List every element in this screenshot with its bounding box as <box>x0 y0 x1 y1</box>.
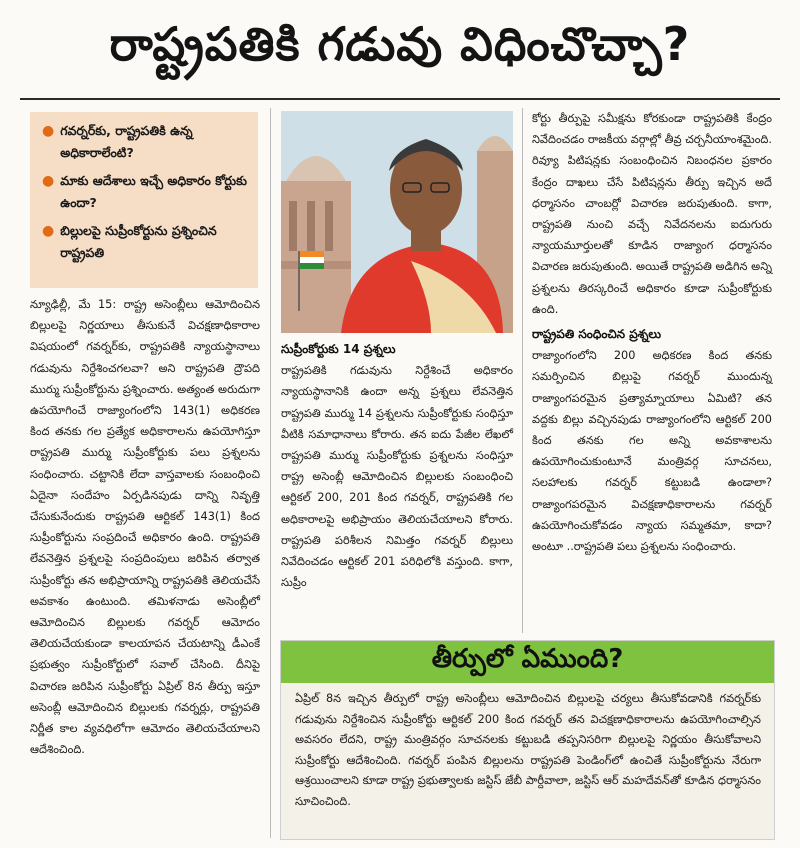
middle-subhead: సుప్రీంకోర్టుకు 14 ప్రశ్నలు <box>281 342 396 356</box>
bullet-icon: ● <box>42 123 55 139</box>
right-column-text-2: రాజ్యాంగంలోని 200 అధికరణ కింద తనకు సమర్పించిన బిల్లుపై గవర్నర్ ముందున్న రాజ్యాంగపరమైన ప్రత్యామ్నాయాలు ఏమిటి? తన వద్దకు బిల్లు వచ్చినపుడు రాజ్యాంగంలోని ఆర్టికల్ 200 కింద తనకు గల అన్ని అవకాశాలను ఉపయోగించుకుంటూనే మంత్రివర్గ సూచనలు, సలహాలకు గవర్నర్ కట్టుబడి ఉండాలా? రాజ్యాంగపరమైన విచక్షణాధికారాలను గవర్నర్ ఉపయోగించుకోవడం న్యాయ సమ్మతమా, కాదా? అంటూ ..రాష్ట్రపతి పలు ప్రశ్నలను సంధించారు. <box>532 349 772 554</box>
right-column-text: కోర్టు తీర్పుపై సమీక్షను కోరకుండా రాష్ట్రపతికి కేంద్రం నివేదించడం రాజకీయ వర్గాల్లో తీవ్ర చర్చనీయాంశమైంది. రివ్యూ పిటిషన్లకు సంబంధించిన నిబంధనల ప్రకారం కేంద్రం దాఖలు చేసే పిటిషన్లను తీర్పు ఇచ్చిన అదే ధర్మాసనం చాంబర్లో విచారణ జరుపుతుంది. కాగా, రాష్ట్రపతి నుంచి వచ్చే నివేదనలను ఐదుగురు న్యాయమూర్తులతో కూడిన రాజ్యాంగ ధర్మాసనం విచారణ జరుపుతుంది. అయితే రాష్ట్రపతి అడిగిన అన్ని ప్రశ్నలను తిరస్కరించే అధికారం కూడా సుప్రీంకోర్టుకు ఉంది. <box>532 112 772 316</box>
highlight-item <box>42 220 248 264</box>
verdict-box-text: ఏప్రిల్ 8న ఇచ్చిన తీర్పులో రాష్ట్ర అసెంబ్లీలు ఆమోదించిన బిల్లులపై చర్యలు తీసుకోవడానికి గవర్నర్‌కు గడువును నిర్దేశించిన సుప్రీంకోర్టు ఆర్టికల్ 200 కింద గవర్నర్ తన విచక్షణాధికారాలను ఉపయోగించాల్సిన అవసరం లేదని, రాష్ట్ర మంత్రివర్గం సూచనలకు కట్టుబడి తప్పనిసరిగా బిల్లులపై నిర్ణయం తీసుకోవాలని సుప్రీంకోర్టు ఆదేశించింది. గవర్నర్ పంపిన బిల్లులను రాష్ట్రపతి పెండింగ్‌లో ఉంచితే సుప్రీంకోర్టును నేరుగా ఆశ్రయించాలని కూడా రాష్ట్ర ప్రభుత్వాలకు జస్టిస్ జేబీ పార్దీవాలా, జస్టిస్ ఆర్ మహదేవన్‌తో కూడిన ధర్మాసనం సూచించింది. <box>295 692 761 808</box>
left-column-text: న్యూఢిల్లీ, మే 15: రాష్ట్ర అసెంబ్లీలు ఆమోదించిన బిల్లులపై నిర్ణయాలు తీసుకునే విచక్షణాధికారాల విషయంలో గవర్నర్‌కు, రాష్ట్రపతికి న్యాయస్థానాలు గడువును నిర్దేశించగలవా? అని రాష్ట్రపతి ద్రౌపది ముర్ము సుప్రీంకోర్టును ప్రశ్నించారు. అత్యంత అరుదుగా ఉపయోగించే రాజ్యాంగంలోని 143(1) అధికరణ కింద తనకు గల ప్రత్యేక అధికారాలను ఉపయోగిస్తూ రాష్ట్రపతి ముర్ము సుప్రీంకోర్టుకు పలు ప్రశ్నలను సంధించారు. చట్టానికి లేదా వాస్తవాలకు సంబంధించి ఏదైనా సందేహం ఏర్పడినపుడు దాన్ని నివృత్తి చేసుకునేందుకు రాష్ట్రపతి ఆర్టికల్ 143(1) కింద సుప్రీంకోర్టును సంప్రదించే అధికారం ఉంది. రాష్ట్రపతి లేవనెత్తిన ప్రశ్నలపై సంప్రదింపులు జరిపిన తర్వాత సుప్రీంకోర్టు తన అభిప్రాయాన్ని రాష్ట్రపతికి తెలియచేసే అవకాశం ఉంటుంది. తమిళనాడు అసెంబ్లీలో ఆమోదించిన బిల్లులకు గవర్నర్ ఆమోదం తెలియచేయకుండా కాలయాపన చేయటాన్ని డీఎంకే ప్రభుత్వం సుప్రీంకోర్టులో సవాల్ చేసింది. దీనిపై విచారణ జరిపిన సుప్రీంకోర్టు ఏప్రిల్ 8న తీర్పు ఇస్తూ అసెంబ్లీ ఆమోదించిన బిల్లులకు గవర్నర్లు, రాష్ట్రపతి నిర్ణీత కాల వ్యవధిలోగా ఆమోదం తెలియచేయాలని ఆదేశించింది. <box>30 298 260 757</box>
highlights-box <box>30 112 258 288</box>
bullet-icon: ● <box>42 223 55 239</box>
highlight-text: బిల్లులపై సుప్రీంకోర్టును ప్రశ్నించిన రాష్ట్రపతి <box>60 223 217 260</box>
middle-column <box>281 339 513 593</box>
column-divider <box>270 108 271 838</box>
middle-column-text: రాష్ట్రపతికి గడువును నిర్దేశించే అధికారం న్యాయస్థానానికి ఉందా అన్న ప్రశ్నలు లేవనెత్తిన రాష్ట్రపతి ముర్ము 14 ప్రశ్నలను సుప్రీంకోర్టుకు సంధిస్తూ వీటికి సమాధానాలు కోరారు. తన ఐదు పేజీల లేఖలో రాష్ట్రపతి ముర్ము సుప్రీంకోర్టుకు ప్రశ్నలను సంధిస్తూ రాష్ట్ర అసెంబ్లీ ఆమోదించిన బిల్లులకు సంబంధించి ఆర్టికల్ 200, 201 కింద గవర్నర్, రాష్ట్రపతికి గల అధికారాలపై అభిప్రాయం తెలియచేయాలని కోరారు. రాష్ట్రపతి పరిశీలన నిమిత్తం గవర్నర్ బిల్లులు నివేదించడం ఆర్టికల్ 201 పరిధిలోకి వస్తుంది. కాగా, సుప్రీం <box>281 364 513 590</box>
president-photo-illustration <box>281 111 513 333</box>
verdict-box <box>280 640 775 840</box>
column-divider <box>522 108 523 633</box>
verdict-box-title: తీర్పులో ఏముంది? <box>281 641 774 683</box>
highlight-item <box>42 120 248 164</box>
left-column <box>30 294 260 760</box>
highlight-text: గవర్నర్‌కు, రాష్ట్రపతికి ఉన్న అధికారాలేంటి? <box>60 123 193 160</box>
headline: రాష్ట్రపతికి గడువు విధించొచ్చా? <box>109 17 691 71</box>
highlight-item <box>42 170 248 214</box>
right-subhead: రాష్ట్రపతి సంధించిన ప్రశ్నలు <box>532 327 662 342</box>
headline-rule <box>20 98 780 100</box>
president-photo <box>281 111 513 333</box>
bullet-icon: ● <box>42 173 55 189</box>
highlight-text: మాకు ఆదేశాలు ఇచ్చే అధికారం కోర్టుకు ఉందా? <box>60 173 247 210</box>
right-column <box>532 108 772 557</box>
